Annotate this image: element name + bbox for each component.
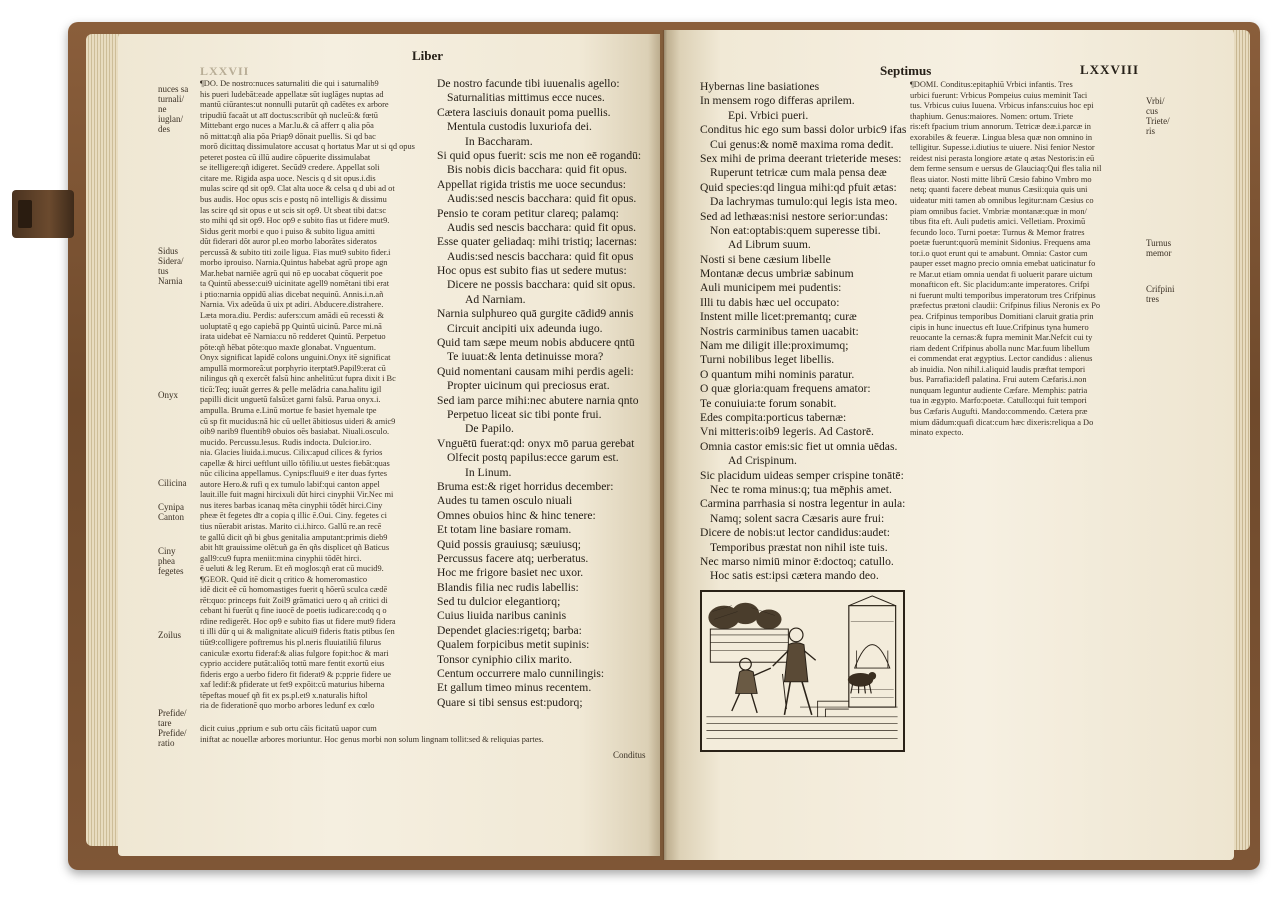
right-running-head: Septimus [880, 63, 932, 78]
verse-heading: In Baccharam. [465, 134, 533, 148]
commentary-line: pauper esset magno precio omnia emebat uaticinatur fo [910, 259, 1096, 269]
verse-line: Quare si tibi sensus est:pudorq; [437, 695, 583, 709]
margin-note: Onyx [158, 390, 178, 400]
commentary-line: dem ferme sensum e uersus de Glauciaq:Qui fles talia nil [910, 164, 1102, 174]
verse-line: Audes tu tamen osculo niuali [437, 494, 573, 508]
commentary-line: netq; quanti facere debeat munus Cæsii:quia quis uni [910, 185, 1088, 195]
commentary-line: monafticon eft. Sic placidum:ante imperatores. Crifpi [910, 280, 1090, 290]
commentary-line: tua in ægypto. Marfo:poetæ. Catullo:qui fuit tempori [910, 396, 1087, 406]
verse-line: O quæ gloria:quam frequens amator: [700, 382, 871, 396]
commentary-line: fleas uiator. Nosti mitte librū Cæsio fabino Vmbro mo [910, 174, 1092, 184]
commentary-line: Onyx significat lapidē colons unguini.Onyx itē significat [200, 353, 391, 363]
verse-line: Appellat rigida tristis me uoce secundus: [437, 177, 626, 191]
commentary-line: tus. Vrbicus cuius Iuuena. Vrbicus infans:cuius hoc epi [910, 101, 1094, 111]
verse-line: Pensio te coram petitur clareq; palamq: [437, 206, 619, 220]
verse-line: Edes compita:porticus tabernæ: [700, 410, 847, 424]
commentary-line: pōte:qñ hēbat pōte:quo maxīe glonabat. Vnguentum. [200, 342, 376, 352]
commentary-line: exorabiles & feueræ. Lingua blesa quæ non omnino in [910, 132, 1093, 142]
verse-line: Saturnalitias mittimus ecce nuces. [447, 91, 605, 105]
verse-line: Quid species:qd lingua mihi:qd pfuit ætas: [700, 180, 897, 194]
verse-line: Sed ad lethæas:nisi nestore serior:undas: [700, 209, 889, 223]
commentary-line: capellæ & hirci ueftlunt uillo tõfiliu.ut uestes fiebāt:quas [200, 458, 390, 468]
commentary-line: tius nūerabit aristas. Marito ci.i.hirco. Gallū re.an recē [200, 521, 382, 531]
commentary-line: reidest nisi perasta longiore ætate q ætas Nestoris:in eū [910, 153, 1095, 163]
verse-line: Omnes obuios hinc & hinc tenere: [437, 508, 596, 522]
verse-line: O quantum mihi nominis paratur. [700, 367, 855, 381]
verse-heading: In Linum. [465, 465, 512, 479]
commentary-line: nō mittat:qñ alia pōa Priap9 dōnait puellis. Si qd bac [200, 131, 376, 141]
left-catchword: Conditus [613, 750, 646, 760]
commentary-line: te gallū dicit qñ bi gbus genitalia amputant:primis dieb9 [200, 532, 388, 542]
commentary-line: morbo iprouiso. Narnia.Quintus habebat agrū prope agn [200, 258, 388, 268]
verse-line: Conditus hic ego sum bassi dolor urbic9 ifas [700, 123, 907, 137]
verse-line: Si quid opus fuerit: scis me non eē rogandū: [437, 148, 642, 162]
commentary-line: iniftat ac nouellæ arbores moriuntur. Hoc genus morbi non solum lingnam tollit:sed & reliquias partes. [200, 735, 544, 744]
verse-line: Bis nobis dicis bacchara: quid fit opus. [447, 163, 627, 177]
right-commentary [910, 80, 1142, 480]
commentary-line: urbici fuerunt: Vrbicus Pompeius cuius meminit Taci [910, 90, 1088, 100]
commentary-line: cyprio accidere putāt:aliōq tottū mare fentit exortū eius [200, 659, 385, 669]
margin-note: Sidus Sidera/ tus Narnia [158, 246, 184, 286]
commentary-line: i ptio:narnia oppidū alias dicebat nequinū. Annis.i.n.añ [200, 289, 384, 299]
commentary-line: fecundo loco. Turni poetæ: Turnus & Memor fratres [910, 227, 1085, 237]
commentary-line: ris:eft fpacium trium annorum. Tetricæ deæ.i.parcæ in [910, 122, 1091, 132]
verse-line: Mentula custodis luxuriofa dei. [447, 120, 592, 134]
woodcut-drawing [702, 592, 903, 750]
commentary-line: ticū:Teq; iuuāt gerres & pelle melādria cana.halitu igil [200, 384, 382, 394]
verse-line: Blandis filia nec rudis labellis: [437, 580, 579, 594]
verse-line: Sed tu dulcior elegantiorq; [437, 595, 561, 609]
commentary-line: Narnia. Vix adeūda ū uix pt adiri. Abducere.distrahere. [200, 300, 384, 310]
margin-note: Prefide/ tare Prefide/ ratio [158, 708, 187, 748]
commentary-line: bus audis. Hoc opus scis e postq nō intelligis & dissimu [200, 195, 387, 205]
commentary-line: autore Hero.& rufi q ex tumulo labif:qui canton appel [200, 479, 380, 489]
left-folio-faded: LXXVII [200, 64, 250, 78]
commentary-line: uideatur miti tamen ab omnibus legitur:nam Cæsius co [910, 196, 1094, 206]
commentary-line: rēt:quo: princeps fuit Zoil9 grāmatici uero q añ critici di [200, 595, 388, 605]
commentary-line: gall9:cu9 fupra meniit:mina cinyphii tōdēt hirci. [200, 553, 362, 563]
right-verse-column [700, 80, 908, 586]
commentary-line: reuocante la cernas:& fupra meminit Mar.Nefcit cui ty [910, 333, 1093, 343]
commentary-line: nunquam leguntur audiente Cæfare. Memphis: patria [910, 385, 1088, 395]
verse-line: Hoc satis est:ipsi cætera mando deo. [710, 569, 879, 583]
commentary-line: Mittebant ergo nuces a Mar.lu.& că afferr q alia pōa [200, 121, 374, 131]
verse-line: Centum occurrere malo cunnilingis: [437, 667, 605, 681]
commentary-line: papilli dicit unguetū falsū:et garni falsū. Parua onyx.i. [200, 395, 381, 405]
verse-line: Audis:sed nescis bacchara: quid fit opus. [447, 192, 637, 206]
verse-line: Nec marso nimiū minor ē:doctoq; catullo. [700, 554, 894, 568]
verse-line: Narnia sulphureo quā gurgite cādid9 annis [437, 307, 634, 321]
commentary-line: re Mar.ut etiam omnia uendat fi uoluerit parare uictum [910, 269, 1093, 279]
verse-line: Dicere de nobis:ut lector candidus:audet: [700, 526, 890, 540]
commentary-line: bus. Parrafia:idefl palatina. Frui autem Cæfaris.i.non [910, 375, 1087, 385]
verse-line: Vnguētū fuerat:qd: onyx mō parua gerebat [437, 436, 635, 450]
commentary-line: fideris ergo a uerbo fidero fit fiderat9 & p:pprie fidere ue [200, 669, 391, 679]
verse-line: Da lachrymas tumulo:qui legis ista meo. [710, 195, 898, 209]
commentary-line: piam omnibus faciet. Vmbriæ montanæ:quæ in mon/ [910, 206, 1087, 216]
commentary-line: lauit.ille fuit magni hircixuli dūt hirci cinyphii Vir.Nec mi [200, 490, 394, 500]
commentary-line: ria de fiderationē quo morbo arbores ledunf ex cœlo [200, 701, 375, 711]
left-verse-tail: dicit cuius ,pprium e sub ortu cāis ficitatū uapor cum [200, 724, 377, 733]
commentary-line: ab inuidia. Non nihil.i.aliquid laudis præftat tempori [910, 364, 1086, 374]
commentary-line: abit hīt grauissime olēt:uñ ga ēn qñs displicet qñ Baticus [200, 543, 390, 553]
commentary-line: percussã & subito titi zoile ligua. Fias mut9 subito fider.i [200, 247, 391, 257]
verse-heading: De Papilo. [465, 422, 514, 436]
commentary-line: riam dedent Crifpinus abolla nunc Mar.fuum libellum [910, 343, 1090, 353]
verse-line: Hoc opus est subito fias ut sedere mutus: [437, 264, 627, 278]
commentary-line: citare me. Rigida aspa uoce. Nescis q d sit opus.i.dis [200, 173, 376, 183]
margin-note: Vrbi/ cus Triete/ ris [1146, 96, 1170, 136]
verse-line: Audis sed nescis bacchara: quid fit opus. [447, 220, 636, 234]
margin-note: Cynipa Canton [158, 502, 184, 522]
commentary-line: tripudiū facaāt ut aīī doctus:scribūt qñ nucleū:& fœtū [200, 110, 378, 120]
commentary-line: ti illi dūr q ui & malignitate alicui9 fideris ftatis ptibus ſen [200, 627, 395, 637]
verse-line: Carmina parrhasia si nostra legentur in aula: [700, 497, 906, 511]
verse-heading: Ad Narniam. [465, 292, 526, 306]
verse-line: Percussus facere atq; uerberatus. [437, 551, 589, 565]
verse-heading: Epi. Vrbici pueri. [728, 108, 809, 122]
verse-line: Tonsor cyniphio cilix marito. [437, 652, 573, 666]
verse-line: Sic placidum uideas semper crispine tonātē: [700, 468, 904, 482]
commentary-line: irata uidebat eē Narnia:cu nō redderet Quintū. Perpetuo [200, 332, 386, 342]
verse-line: Cætera lasciuis donauit poma puellis. [437, 105, 611, 119]
commentary-line: minato expecto. [910, 428, 964, 438]
verse-line: Quid tam sæpe meum nobis abducere qntū [437, 336, 635, 350]
verse-line: Turni nobilibus leget libellis. [700, 353, 835, 367]
commentary-line: ei commendat erat ægyptius. Lector candidus : alienus [910, 354, 1093, 364]
verse-line: De nostro facunde tibi iuuenalis agello: [437, 77, 620, 90]
verse-line: Namq; solent sacra Cæsaris aure frui: [710, 511, 885, 525]
commentary-line: ē ueluti & leg Rerum. Et eñ moglos:qñ erat cū mucid9. [200, 564, 384, 574]
margin-note: Ciny phea fegetes [158, 546, 184, 576]
commentary-line: idē dicit eē cū homomastiges fuerit q hōerū sculca cædē [200, 585, 388, 595]
verse-line: Cuius liuida naribus caninis [437, 609, 567, 623]
commentary-line: bus Cæfaris Augufti. Mando:commendo. Cætera præ [910, 406, 1088, 416]
commentary-line: nūc cilicina appellamus. Cynips:fluui9 e iter duas fyrtes [200, 469, 387, 479]
left-running-head: Liber [412, 48, 444, 63]
verse-line: Auli municipem mei pudentis: [700, 281, 842, 295]
commentary-line: ¶GEOR. Quid itē dicit q critico & homeromastico [200, 574, 368, 584]
commentary-line: Sidus gerit morbi e quo i puiso & subito ligua amitti [200, 226, 375, 236]
commentary-line: poetæ fuerunt:quorū meminit Sidonius. Frequens ama [910, 238, 1091, 248]
left-commentary [200, 79, 432, 721]
verse-line: Esse quater geliadaq: mihi tristiq; lacernas: [437, 235, 637, 249]
commentary-line: ¶DO. De nostro:nuces saturnaliti die qui i saturnalib9 [200, 79, 379, 88]
woodcut-illustration-icon [700, 590, 905, 752]
verse-line: Illi tu dabis hæc uel occupato: [700, 295, 840, 309]
verse-line: Bruma est:& riget horridus december: [437, 479, 614, 493]
right-folio: LXXVIII [1080, 62, 1140, 77]
commentary-line: dũt fiderari dõt auror pl.eo morbo laborãtes sideratos [200, 237, 377, 247]
commentary-line: las scire qd sit opus e ut scis sit op9. Ut sbeat tibi dat:sc [200, 205, 387, 215]
verse-line: Hoc me frigore basiet nec uxor. [437, 566, 584, 580]
margin-note: nuces sa turnali/ ne iuglan/ des [158, 84, 189, 134]
commentary-line: peteret postea cū illū audire cōpuerite dissimulabat [200, 152, 371, 162]
verse-line: Nostris carminibus tamen uacabit: [700, 324, 859, 338]
verse-line: Dependet glacies:rigetq; barba: [437, 623, 582, 637]
commentary-line: cebant hi fuerūt q fine iuocē de poetis iudicare:codq q o [200, 606, 387, 616]
verse-line: Hybernas line basiationes [700, 80, 820, 93]
commentary-line: mantū ciūrantes:ut nonnulli putarūt qñ cadētes ex arbore [200, 100, 389, 110]
commentary-line: ni fuerunt multi temporibus imperatorum tres Crifpinus [910, 290, 1096, 300]
verse-line: Nec te roma minus:q; tua mēphis amet. [710, 482, 892, 496]
verse-line: Propter uicinum qui preciosus erat. [447, 379, 610, 393]
commentary-line: thaphium. Genus:maiores. Nomen: ortum. Triete [910, 111, 1074, 121]
commentary-line: se itelligere:qñ idigeret. Secūd9 credere. Appellat soli [200, 163, 380, 173]
commentary-line: rdine redigerēt. Hoc op9 e subito fias ut fidere mut9 fidera [200, 616, 396, 626]
commentary-line: ¶DOMI. Conditus:epitaphiū Vrbici infantis. Tres [910, 80, 1073, 89]
verse-line: Te conuiuia:te forum sonabit. [700, 396, 837, 410]
clasp-pin [18, 200, 32, 228]
verse-line: Dicere ne possis bacchara: quid sit opus. [447, 278, 636, 292]
margin-note: Turnus memor [1146, 238, 1172, 258]
commentary-line: nus iteres barbas icanaq mēta cinyphii tōdēt hirci.Ciny [200, 500, 383, 510]
commentary-line: uoluptatē q ego capiebā pp Quintū uicinū. Parce mi.nā [200, 321, 382, 331]
commentary-line: sto mihi qd sit op9. Hoc op9 e subito fias ut fidere mut9. [200, 216, 390, 226]
commentary-line: tibus fita eft. Auli pudetis amici. Velletiam. Proximū [910, 217, 1086, 227]
left-commentary-bottom [200, 735, 650, 746]
verse-line: Quid nomentani causam mihi perdis ageli: [437, 364, 634, 378]
verse-line: Audis:sed nescis bacchara: quid fit opus [447, 249, 634, 263]
commentary-line: his pueri ludebāt:eade appellatæ sūt iuglāges nuptas ad [200, 89, 384, 99]
verse-line: Quid possis grauiusq; sæuiusq; [437, 537, 581, 551]
verse-line: Et gallum timeo minus recentem. [437, 681, 592, 695]
verse-line: Montanæ decus umbriæ sabinum [700, 267, 854, 281]
commentary-line: xaf ledif:& pfiderate ut fet9 expōit:cū maturius hiberna [200, 680, 385, 690]
commentary-line: tor.i.o quot erunt qui te amabunt. Omnia: Castor cum [910, 248, 1088, 258]
commentary-line: caniculæ exortu fideraf:& alias fulgore fopit:hoc & mari [200, 648, 389, 658]
commentary-line: præfectus prætoni claudii: Crifpinus filius Neronis ex Po [910, 301, 1101, 311]
commentary-line: tēpeftas mouef qñ fit ex ps.pl.et9 x.naturalis hiftol [200, 690, 368, 700]
verse-line: Omnia castor emis:sic fiet ut omnia uēdas. [700, 439, 898, 453]
commentary-line: pea. Crifpinus temporibus Domitiani claruit gratia prin [910, 312, 1094, 322]
verse-line: Te iuuat:& lenta detinuisse mora? [447, 350, 604, 364]
verse-line: Olfecit postq papilus:ecce garum est. [447, 451, 619, 465]
verse-line: Cui genus:& nomē maxima roma dedit. [710, 137, 894, 151]
commentary-line: Læta mora.diu. Perdis: aufers:cum amādi eū recessti & [200, 311, 384, 321]
verse-line: Nam me diligit ille:proximumq; [700, 339, 849, 353]
commentary-line: mucido. Percussu.lesus. Rudis indocta. Dulcior.iro. [200, 437, 372, 447]
verse-line: Temporibus præstat non nihil iste tuis. [710, 540, 888, 554]
commentary-line: oib9 narib9 fluentib9 obuios oēs basiabat. Niuali.osculo. [200, 427, 390, 437]
verse-line: Sed iam parce mihi:nec abutere narnia qnto [437, 393, 639, 407]
verse-line: Vni mitteris:oib9 legeris. Ad Castorē. [700, 425, 874, 439]
commentary-line: telligitur. Supesse.i.diutius te uiuere. Nisi fenior Nestor [910, 143, 1095, 153]
verse-line: Nosti si bene cæsium libelle [700, 252, 831, 266]
verse-line: Qualem forpicibus metit supinis: [437, 638, 590, 652]
verse-line: Non eat:optabis:quem superesse tibi. [710, 223, 881, 237]
commentary-line: tiūt9:colligere poftremus his pl.neris fluuiatiliū filurus [200, 637, 381, 647]
commentary-line: Mar.hebat narniēe agrū qui nō ep uocabat cōquerit poe [200, 268, 383, 278]
verse-line: Circuit ancipiti uix adeunda iugo. [447, 321, 603, 335]
verse-line: Ruperunt tetricæ cum mala pensa deæ [710, 166, 887, 180]
commentary-line: mium dādum:quafi dicat:cum hæc dixeris:reliqua a Do [910, 417, 1094, 427]
commentary-line: nilingus qñ q exercēt falsū hinc anhelitū:ut fupra dixit i Bc [200, 374, 396, 384]
commentary-line: pheæ ēt fegetes dīr a copia q illic ē.Oui. Ciny. fegetes ci [200, 511, 387, 521]
verse-heading: Ad Librum suum. [728, 238, 811, 252]
verse-line: Instent mille licet:premantq; curæ [700, 310, 857, 324]
margin-note: Crifpini tres [1146, 284, 1175, 304]
commentary-line: cū sp fit mucidus:nā hic cū uellet ābitiosus uideri & amic9 [200, 416, 396, 426]
margin-note: Zoilus [158, 630, 182, 640]
margin-note: Cilicina [158, 478, 187, 488]
commentary-line: cipis in hunc inuectus eft Iuue.Crifpinus tyna humero [910, 322, 1089, 332]
verse-line: Perpetuo liceat sic tibi ponte frui. [447, 407, 602, 421]
commentary-line: nia. Glacies liuida.i.mucus. Cilix:apud cilices & fyrios [200, 448, 383, 458]
commentary-line: ta Quintū abesse:cui9 uicinitate agell9 nomētani tibi erat [200, 279, 390, 289]
verse-heading: Ad Crispinum. [728, 454, 797, 468]
verse-line: Sex mihi de prima deerant trieteride meses: [700, 151, 902, 165]
verse-line: Et totam line basiare romam. [437, 523, 572, 537]
commentary-line: ampullā mormoreã:ut porphyrio iterptat9.Papil9:erat cū [200, 363, 386, 373]
commentary-line: ampulla. Bruma e.Linū mortue fe basiet hyemale tpe [200, 405, 377, 415]
verse-line: In mensem rogo differas aprilem. [700, 94, 855, 108]
left-verse-column [437, 77, 657, 727]
commentary-line: morō dicittaq dissimulatore accusat q hortatus Mar ut si qd opus [200, 142, 415, 152]
commentary-line: mulas scire qd sit op9. Clat alta uoce & celsa q d ubi ad ot [200, 184, 395, 194]
